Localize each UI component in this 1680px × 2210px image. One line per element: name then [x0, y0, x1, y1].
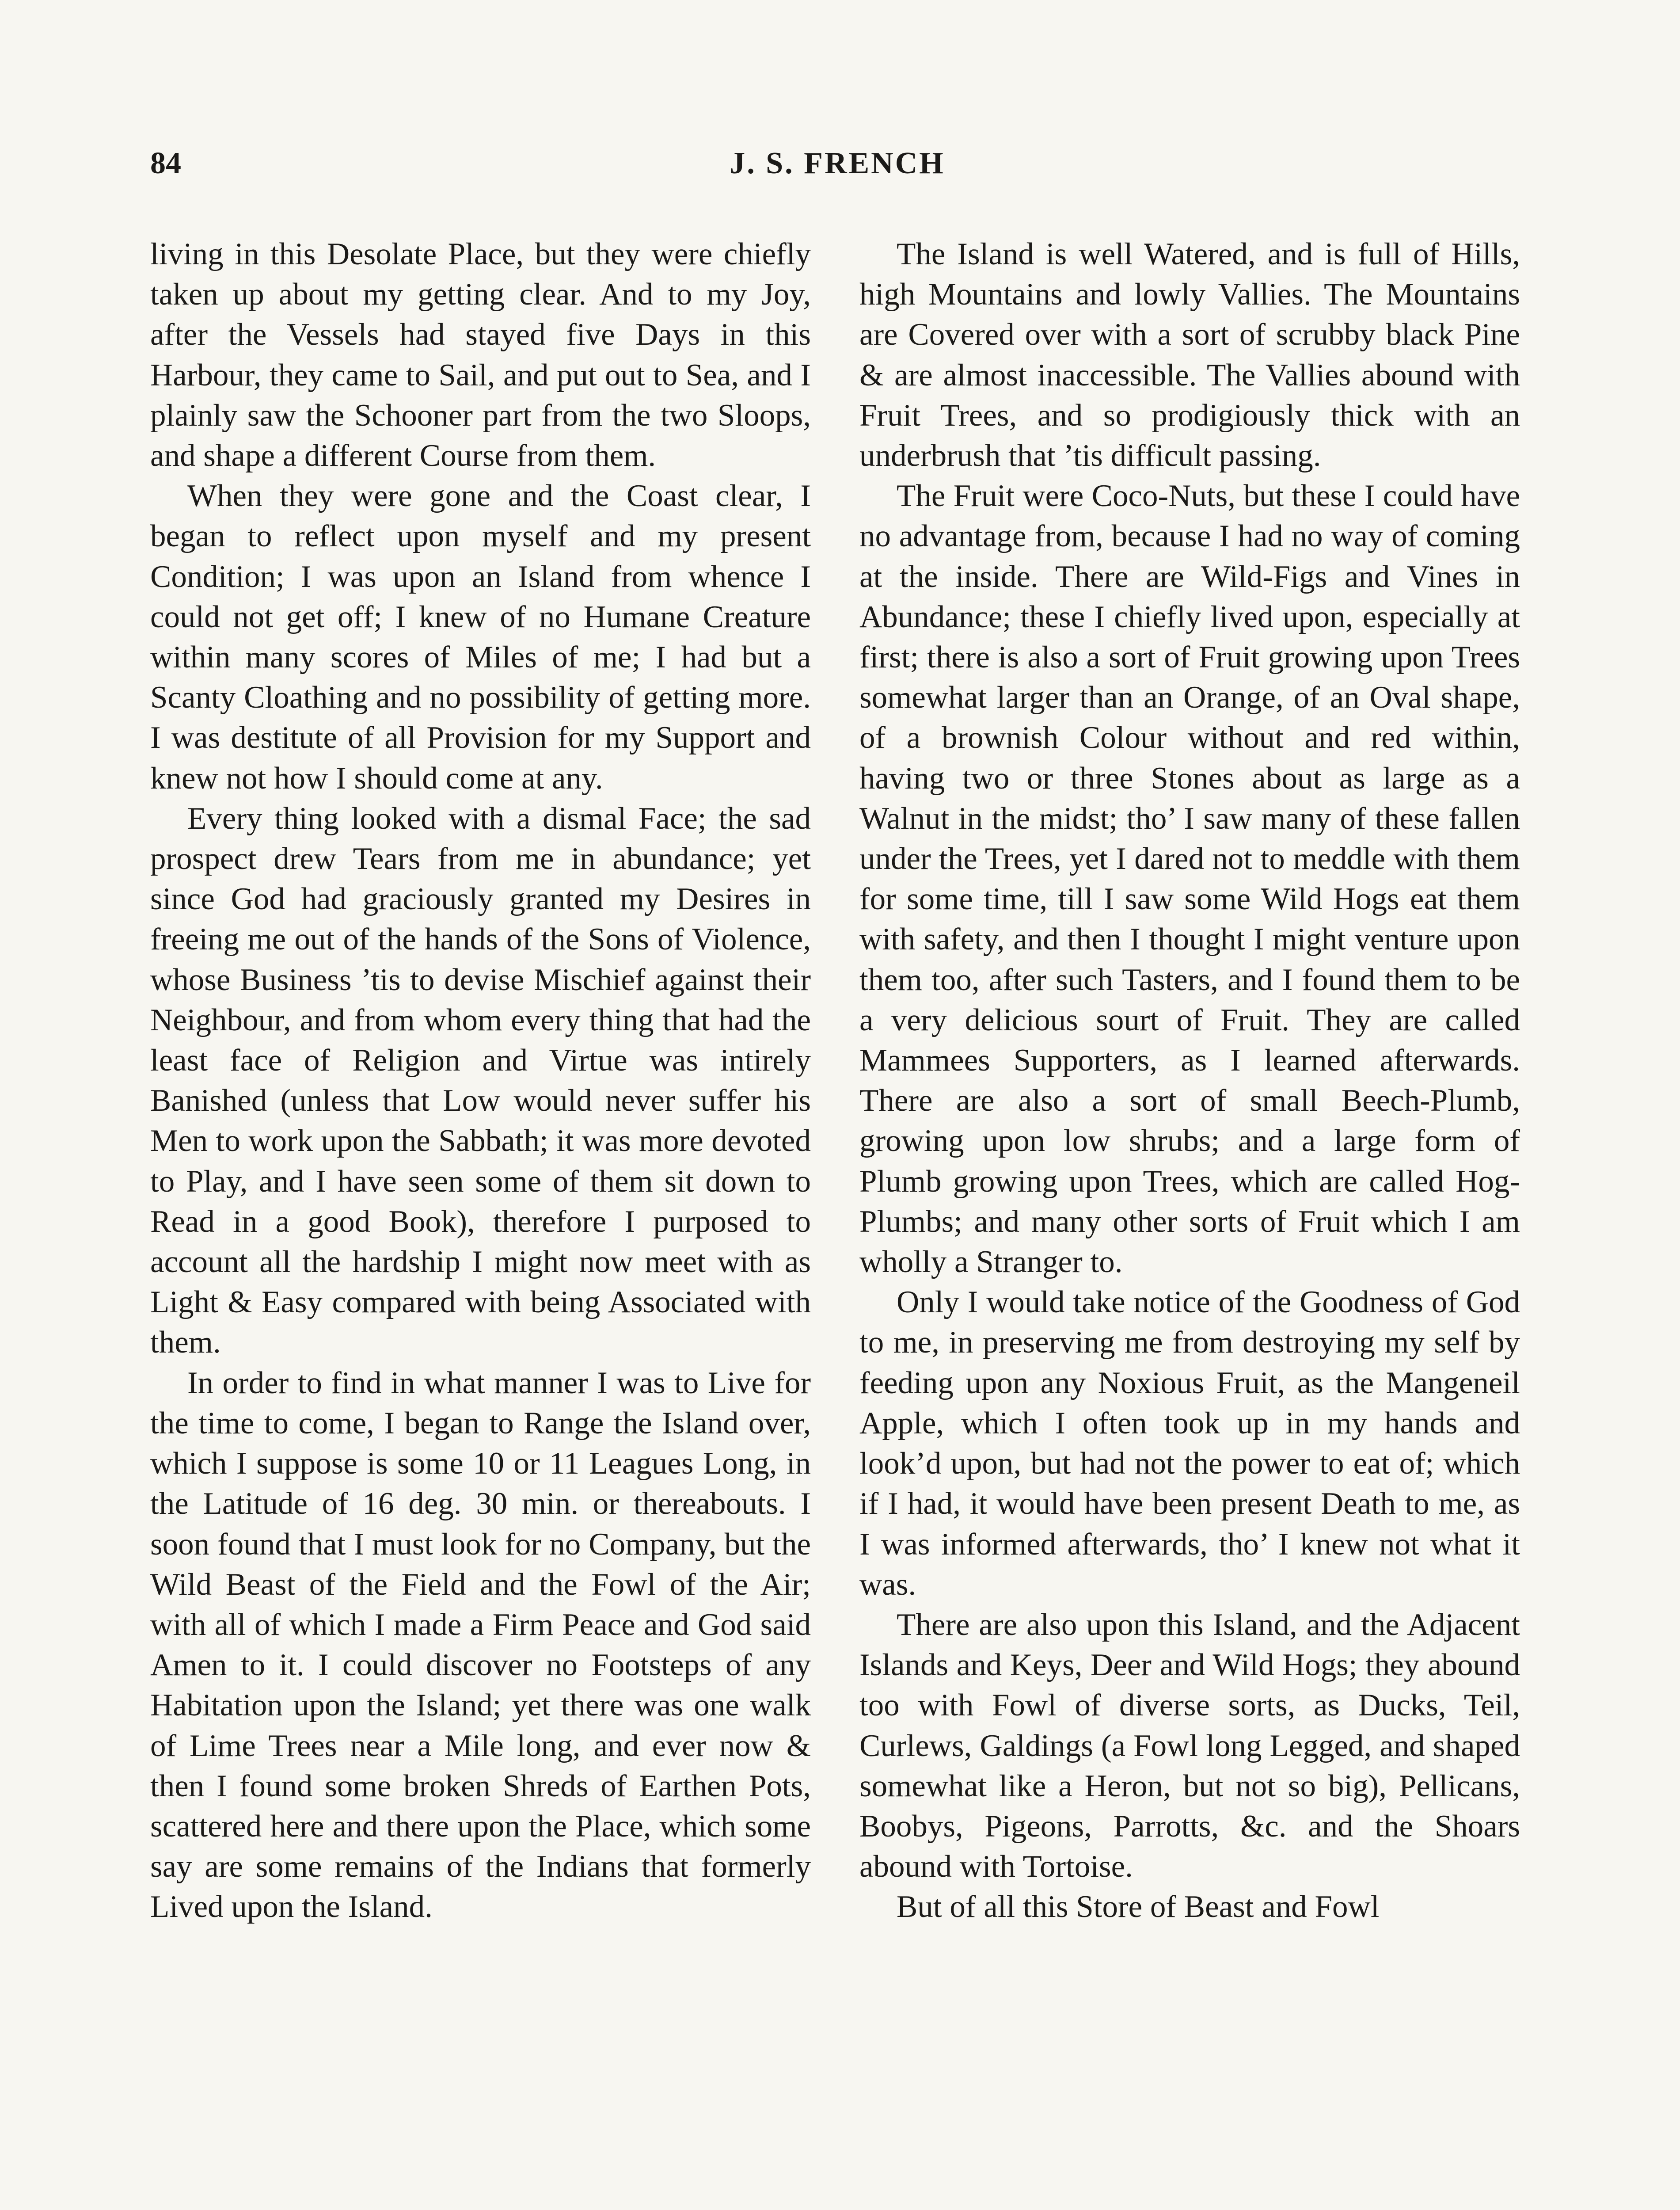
- paragraph: The Island is well Watered, and is full of Hills, high Mountains and lowly Vallies. The Mountains are Covered over with a sort of scrubby black Pine & are almost inaccessible. The Vallies abound with Fruit Trees, and so prodigiously thick with an underbrush that ’tis difficult passing.: [859, 237, 1520, 473]
- page-number: 84: [150, 146, 181, 180]
- right-column: [859, 234, 1520, 1928]
- paragraph: In order to find in what manner I was to Live for the time to come, I began to Range the Island over, which I suppose is some 10 or 11 Leagues Long, in the Latitude of 16 deg. 30 min. or thereabouts. I soon found that I must look for no Company, but the Wild Beast of the Field and the Fowl of the Air; with all of which I made a Firm Peace and God said Amen to it. I could discover no Footsteps of any Habitation upon the Island; yet there was one walk of Lime Trees near a Mile long, and ever now & then I found some broken Shreds of Earthen Pots, scattered here and there upon the Place, which some say are some remains of the Indians that formerly Lived upon the Island.: [150, 1365, 811, 1924]
- paragraph: Every thing looked with a dismal Face; the sad prospect drew Tears from me in abundance; yet since God had graciously granted my Desires in freeing me out of the hands of the Sons of Violence, whose Business ’tis to devise Mischief against their Neighbour, and from whom every thing that had the least face of Religion and Virtue was intirely Banished (unless that Low would never suffer his Men to work upon the Sabbath; it was more devoted to Play, and I have seen some of them sit down to Read in a good Book), therefore I purposed to account all the hardship I might now meet with as Light & Easy compared with being Associated with them.: [150, 801, 811, 1360]
- paragraph: There are also upon this Island, and the Adjacent Islands and Keys, Deer and Wild Hogs; they abound too with Fowl of diverse sorts, as Ducks, Teil, Curlews, Galdings (a Fowl long Legged, and shaped somewhat like a Heron, but not so big), Pellicans, Boobys, Pigeons, Parrotts, &c. and the Shoars abound with Tortoise.: [859, 1607, 1520, 1884]
- paragraph: living in this Desolate Place, but they were chiefly taken up about my getting clear. And to my Joy, after the Vessels had stayed five Days in this Harbour, they came to Sail, and put out to Sea, and I plainly saw the Schooner part from the two Sloops, and shape a different Course from them.: [150, 237, 811, 473]
- left-column: [150, 234, 811, 1928]
- paragraph: The Fruit were Coco-Nuts, but these I could have no advantage from, because I had no way of coming at the inside. There are Wild-Figs and Vines in Abundance; these I chiefly lived upon, especially at first; there is also a sort of Fruit growing upon Trees somewhat larger than an Orange, of an Oval shape, of a brownish Colour without and red within, having two or three Stones about as large as a Walnut in the midst; tho’ I saw many of these fallen under the Trees, yet I dared not to meddle with them for some time, till I saw some Wild Hogs eat them with safety, and then I thought I might venture upon them too, after such Tasters, and I found them to be a very delicious sourt of Fruit. They are called Mammees Supporters, as I learned afterwards. There are also a sort of small Beech-Plumb, growing upon low shrubs; and a large form of Plumb growing upon Trees, which are called Hog-Plumbs; and many other sorts of Fruit which I am wholly a Stranger to.: [859, 479, 1520, 1280]
- paragraph: Only I would take notice of the Goodness of God to me, in preserving me from destroying my self by feeding upon any Noxious Fruit, as the Mangeneil Apple, which I often took up in my hands and look’d upon, but had not the power to eat of; which if I had, it would have been present Death to me, as I was informed afterwards, tho’ I knew not what it was.: [859, 1285, 1520, 1602]
- paragraph: When they were gone and the Coast clear, I began to reflect upon myself and my present Condition; I was upon an Island from whence I could not get off; I knew of no Humane Creature within many scores of Miles of me; I had but a Scanty Cloathing and no possibility of getting more. I was destitute of all Provision for my Support and knew not how I should come at any.: [150, 479, 811, 796]
- paragraph: But of all this Store of Beast and Fowl: [897, 1890, 1380, 1924]
- page-header: [150, 146, 1524, 199]
- running-head: J. S. FRENCH: [730, 146, 945, 180]
